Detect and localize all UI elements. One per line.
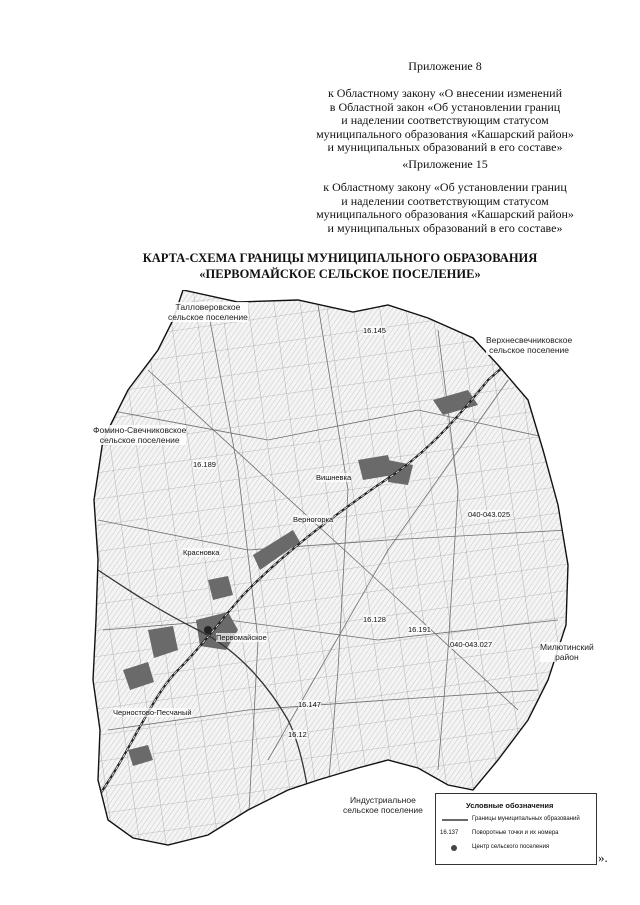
turning-point-label: 16.191 (408, 625, 431, 634)
amend-line: в Областной закон «Об установлении границ (329, 99, 561, 114)
boundary-line-symbol (440, 814, 470, 826)
amend-line: муниципального образования «Кашарский район» (316, 126, 574, 141)
neighbor-label-line: сельское поселение (343, 805, 423, 815)
neighbor-verkhnesvechnikovskoe (486, 335, 572, 355)
legend-heading: Условные обозначения (466, 801, 554, 810)
neighbor-millerovo (540, 642, 594, 662)
legend-row-center (440, 842, 592, 854)
neighbor-industrialnoe (343, 795, 423, 815)
map-legend (435, 793, 597, 865)
amend-line: к Областному закону «О внесении изменений (327, 86, 563, 100)
turning-point-label: 16.147 (298, 700, 321, 709)
neighbor-label-line: Милютинский (540, 642, 594, 652)
neighbor-label-line: район (555, 652, 579, 662)
original-line: и наделении соответствующим статусом (341, 193, 549, 208)
appendix-8-label: Приложение 8 (408, 59, 482, 73)
turning-point-label: 16.145 (363, 326, 386, 335)
neighbor-label-line: Фомино-Свечниковское (93, 425, 187, 435)
closing-quote: ». (598, 850, 608, 865)
center-marker-symbol (440, 842, 470, 854)
turning-point-label: 040-043.025 (468, 510, 511, 519)
neighbor-label-line: Верхнесвечниковское (486, 335, 573, 345)
turning-point-label: 16.12 (288, 730, 307, 739)
appendix-15-heading (290, 158, 600, 172)
appendix-8-heading (290, 60, 600, 74)
neighbor-label-line: Индустриальное (350, 795, 416, 805)
neighbor-label-line: Талловеровское (175, 302, 241, 312)
turning-point-label: 16.128 (363, 615, 386, 624)
legend-row-boundary (440, 814, 592, 826)
settlement-pervomayskoe: Первомайское (216, 633, 267, 642)
settlement-center-marker (204, 626, 212, 634)
legend-boundary-text: Границы муниципальных образований (472, 816, 580, 822)
map-title-line-1: КАРТА-СХЕМА ГРАНИЦЫ МУНИЦИПАЛЬНОГО ОБРАЗОВАНИЯ (142, 251, 538, 265)
settlement-chernotochny: Черностово-Песчаный (113, 708, 192, 717)
turning-point-label: 040-043.027 (450, 640, 493, 649)
neighbor-label-line: сельское поселение (99, 435, 180, 445)
settlement-krasnovka: Красновка (183, 548, 220, 557)
neighbor-talloverovskoe (168, 302, 248, 322)
neighbor-label-line: сельское поселение (489, 345, 570, 355)
map-canvas (88, 290, 608, 865)
neighbor-label-line: сельское поселение (168, 312, 248, 322)
legend-center-text: Центр сельского поселения (472, 844, 550, 850)
boundary-map (88, 290, 608, 865)
legend-row-points (440, 828, 592, 840)
turning-point-symbol: 16.137 (440, 830, 459, 836)
settlement-vishnevka: Вишневка (316, 473, 352, 482)
original-law-reference (290, 181, 600, 235)
settlement-bernogorka: Верногорка (293, 515, 334, 524)
original-line: и муниципальных образований в его составе» (327, 220, 563, 235)
legend-points-text: Поворотные точки и их номера (472, 830, 559, 836)
amend-line: и наделении соответствующим статусом (341, 113, 549, 128)
turning-point-label: 16.189 (193, 460, 216, 469)
map-title-line-2: «ПЕРВОМАЙСКОЕ СЕЛЬСКОЕ ПОСЕЛЕНИЕ» (199, 267, 481, 281)
neighbor-fomino (93, 425, 186, 445)
original-line: к Областному закону «Об установлении границ (323, 180, 567, 194)
map-title (60, 250, 620, 282)
map-content (88, 290, 608, 865)
amend-line: и муниципальных образований в его составе» (327, 140, 563, 155)
appendix-15-label: «Приложение 15 (402, 157, 488, 171)
amendment-reference (290, 87, 600, 155)
original-line: муниципального образования «Кашарский район» (316, 207, 574, 222)
